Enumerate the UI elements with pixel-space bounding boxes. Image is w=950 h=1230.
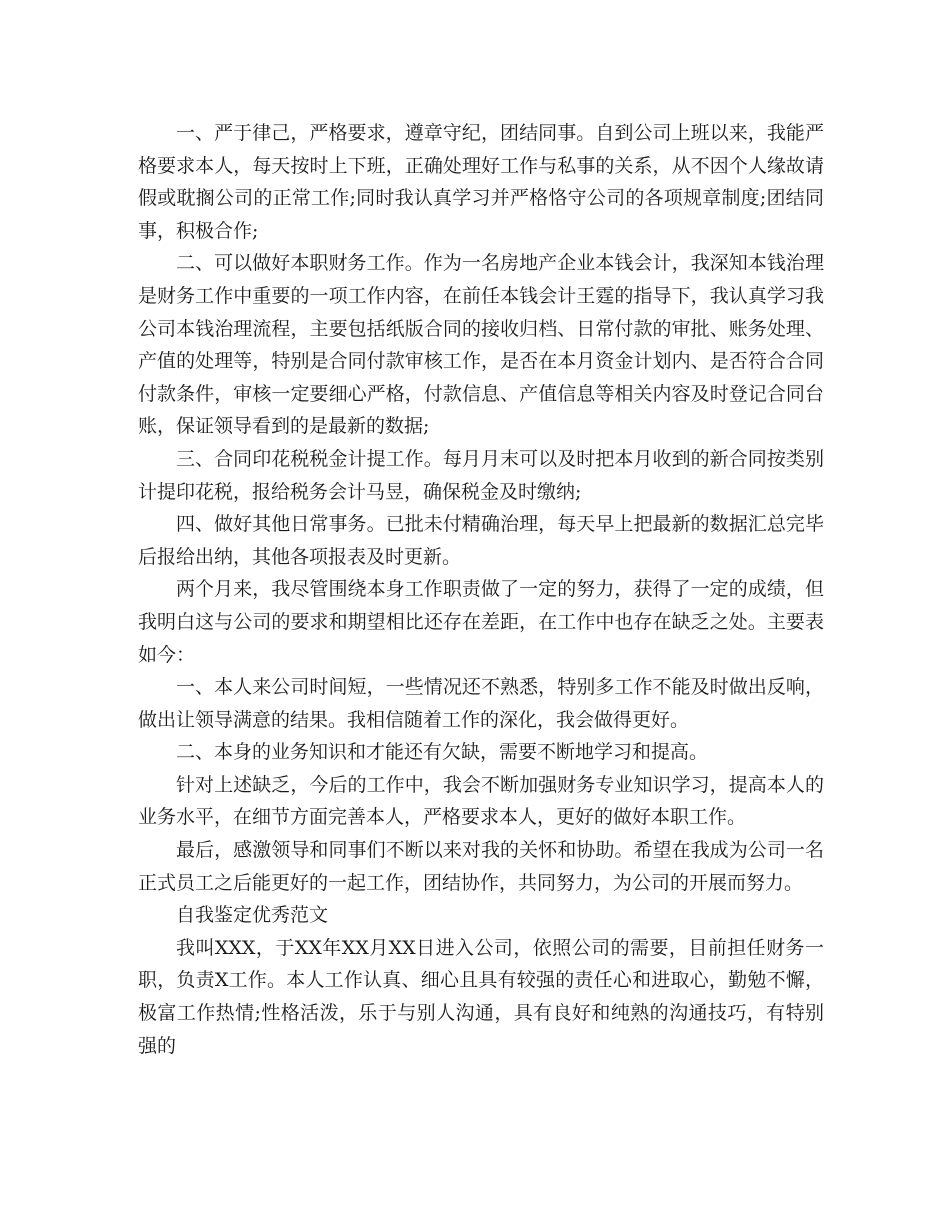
document-body xyxy=(138,117,824,1062)
paragraph-self-intro: 我叫XXX，于XX年XX月XX日进入公司，依照公司的需要，目前担任财务一职，负责X工作。本人工作认真、细心且具有较强的责任心和进取心，勤勉不懈，极富工作热情;性格活泼，乐于与别人沟通，具有良好和纯熟的沟通技巧，有特别强的 xyxy=(138,936,824,1057)
paragraph-daily-affairs: 四、做好其他日常事务。已批未付精确治理，每天早上把最新的数据汇总完毕后报给出纳，其他各项报表及时更新。 xyxy=(138,513,824,568)
paragraph-thanks: 最后，感激领导和同事们不断以来对我的关怀和协助。希望在我成为公司一名正式员工之后能更好的一起工作，团结协作，共同努力，为公司的开展而努力。 xyxy=(138,839,824,894)
paragraph-shortcoming-two: 二、本身的业务知识和才能还有欠缺，需要不断地学习和提高。 xyxy=(176,741,709,764)
paragraph-stamp-tax: 三、合同印花税税金计提工作。每月月末可以及时把本月收到的新合同按类别计提印花税，报给税务会计马昱，确保税金及时缴纳; xyxy=(138,447,824,503)
paragraph-two-months: 两个月来，我尽管围绕本身工作职责做了一定的努力，获得了一定的成绩，但我明白这与公司的要求和期望相比还存在差距，在工作中也存在缺乏之处。主要表如今： xyxy=(138,578,824,666)
section-heading: 自我鉴定优秀范文 xyxy=(176,904,329,927)
paragraph-shortcoming-one: 一、本人来公司时间短，一些情况还不熟悉，特别多工作不能及时做出反响，做出让领导满意的结果。我相信随着工作的深化，我会做得更好。 xyxy=(138,676,824,731)
paragraph-finance-work: 二、可以做好本职财务工作。作为一名房地产企业本钱会计，我深知本钱治理是财务工作中重要的一项工作内容，在前任本钱会计王霆的指导下，我认真学习我公司本钱治理流程，主要包括纸版合同的接收归档、日常付款的审批、账务处理、产值的处理等，特别是合同付款审核工作，是否在本月资金计划内、是否符合合同付款条件，审核一定要细心严格，付款信息、产值信息等相关内容及时登记合同台账，保证领导看到的是最新的数据; xyxy=(138,252,824,438)
paragraph-discipline: 一、严于律己，严格要求，遵章守纪，团结同事。自到公司上班以来，我能严格要求本人，每天按时上下班，正确处理好工作与私事的关系，从不因个人缘故请假或耽搁公司的正常工作;同时我认真学习并严格恪守公司的各项规章制度;团结同事，积极合作; xyxy=(138,122,824,242)
paragraph-improvement: 针对上述缺乏，今后的工作中，我会不断加强财务专业知识学习，提高本人的业务水平，在细节方面完善本人，严格要求本人，更好的做好本职工作。 xyxy=(138,773,824,829)
